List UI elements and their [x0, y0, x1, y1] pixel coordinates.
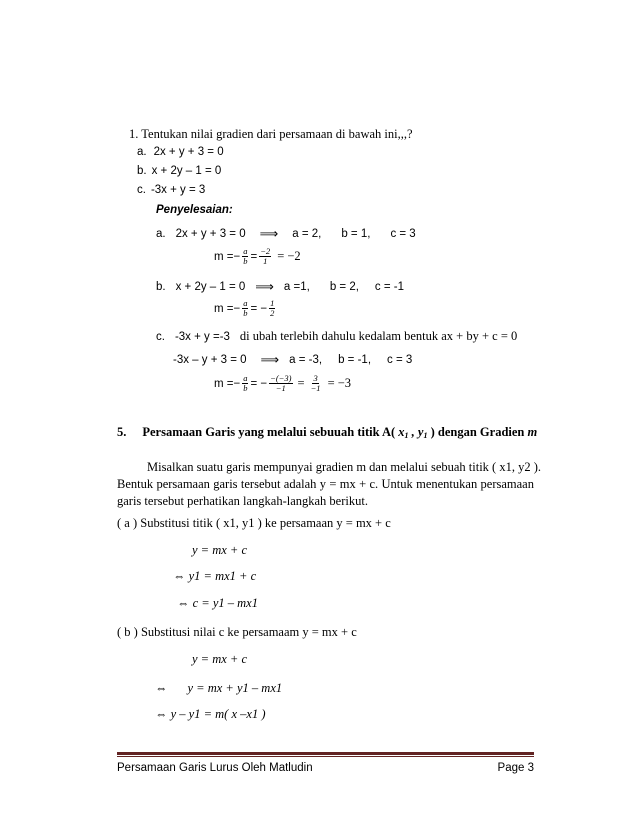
- equals-minus: = −: [250, 377, 268, 390]
- problem-item-c: [137, 184, 205, 196]
- step-a-label: ( a ) Substitusi titik ( x1, y1 ) ke persamaan y = mx + c: [117, 516, 391, 530]
- step-b-line-2: [155, 681, 282, 696]
- coef-c: c = 3: [387, 354, 413, 366]
- solution-equation: -3x + y =-3: [174, 330, 230, 343]
- denominator: b: [243, 308, 248, 318]
- fraction: [259, 247, 271, 266]
- item-equation: x + 2y – 1 = 0: [151, 165, 222, 177]
- denominator: 1: [263, 256, 268, 266]
- result: = −2: [277, 249, 301, 263]
- step-b-line-3: ⇔ y – y1 = m( x –x1 ): [155, 707, 266, 721]
- solution-c-general-form: [173, 352, 412, 368]
- m-prefix: m =−: [214, 377, 241, 390]
- title-point-y: , y: [408, 425, 424, 439]
- title-post: ) dengan Gradien: [427, 425, 528, 439]
- implies-arrow: ⟹: [259, 226, 279, 241]
- equals-minus: = −: [250, 302, 268, 315]
- solution-label: c.: [156, 330, 165, 343]
- section-title: Persamaan Garis yang melalui sebuuah titik A(: [142, 425, 396, 439]
- fraction: [310, 374, 322, 393]
- m-prefix: m =−: [214, 302, 241, 315]
- coef-c: c = -1: [374, 281, 405, 293]
- coef-c: c = 3: [390, 228, 416, 240]
- implies-arrow: ⟹: [260, 352, 280, 367]
- paragraph-line-3: garis tersebut perhatikan langkah-langkah berikut.: [117, 494, 368, 508]
- coef-b: b = -1,: [338, 354, 372, 366]
- item-equation: 2x + y + 3 = 0: [153, 146, 224, 158]
- coef-b: b = 2,: [329, 281, 359, 293]
- coef-b: b = 1,: [341, 228, 371, 240]
- solution-b-line: [156, 279, 404, 295]
- step-a-line-2: ⇔ y1 = mx1 + c: [173, 569, 257, 583]
- denominator: −1: [275, 383, 286, 393]
- step-b-label: ( b ) Substitusi nilai c ke persamaam y = mx + c: [117, 625, 357, 639]
- result: = −3: [327, 376, 352, 390]
- footer-rule-thick: [117, 752, 534, 755]
- solution-equation: 2x + y + 3 = 0: [175, 228, 246, 240]
- page-number: Page 3: [497, 762, 534, 774]
- coef-a: a = 2,: [292, 228, 322, 240]
- title-point-x: x: [395, 425, 405, 439]
- step-b-line-2-expr: y = mx + y1 – mx1: [187, 681, 283, 695]
- fraction: [269, 374, 292, 393]
- title-sub-1: 1: [404, 431, 409, 440]
- solution-c-line: [156, 329, 517, 344]
- coef-a: a =1,: [283, 281, 310, 293]
- implies-arrow: ⟹: [255, 279, 274, 294]
- solution-label: a.: [156, 228, 166, 240]
- item-label: b.: [137, 165, 147, 177]
- solution-a-line: [156, 226, 416, 242]
- title-m: m: [527, 425, 538, 439]
- numerator: a: [243, 298, 248, 308]
- problem-item-b: [137, 165, 221, 177]
- solution-c-gradient: [214, 374, 351, 393]
- step-a-line-1: y = mx + c: [192, 543, 248, 557]
- denominator: 2: [270, 308, 275, 318]
- equivalence-arrow: ⇔: [155, 681, 168, 695]
- denominator: b: [243, 383, 248, 393]
- item-equation: -3x + y = 3: [150, 184, 206, 196]
- section-number: 5.: [117, 425, 127, 439]
- solution-heading: Penyelesaian:: [156, 204, 233, 216]
- denominator: b: [243, 256, 248, 266]
- paragraph-line-1: Misalkan suatu garis mempunyai gradien m dan melalui sebuah titik ( x1, y2 ).: [147, 460, 542, 474]
- item-label: a.: [137, 146, 147, 158]
- fraction: [242, 247, 248, 266]
- conversion-note: di ubah terlebih dahulu kedalam bentuk ax + by + c = 0: [239, 329, 518, 343]
- numerator: 1: [270, 298, 275, 308]
- coef-a: a = -3,: [289, 354, 323, 366]
- solution-label: b.: [156, 281, 166, 293]
- fraction: [269, 299, 275, 318]
- problem-intro: 1. Tentukan nilai gradien dari persamaan di bawah ini,,,?: [129, 127, 413, 141]
- section-heading: [117, 425, 537, 440]
- step-a-line-3: ⇔ c = y1 – mx1: [177, 596, 258, 610]
- step-b-line-1: y = mx + c: [192, 652, 248, 666]
- fraction: [242, 374, 248, 393]
- m-prefix: m =−: [214, 250, 241, 263]
- solution-equation: x + 2y – 1 = 0: [175, 281, 246, 293]
- solution-a-gradient: [214, 247, 301, 266]
- numerator: 3: [313, 373, 318, 383]
- equals: =: [297, 376, 305, 390]
- title-sub-2: 1: [423, 431, 428, 440]
- item-label: c.: [137, 184, 146, 196]
- footer-title: Persamaan Garis Lurus Oleh Matludin: [117, 762, 313, 774]
- denominator: −1: [310, 383, 321, 393]
- numerator: a: [243, 373, 248, 383]
- general-equation: -3x – y + 3 = 0: [173, 354, 247, 366]
- paragraph-line-2: Bentuk persamaan garis tersebut adalah y = mx + c. Untuk menentukan persamaan: [117, 477, 534, 491]
- fraction: [242, 299, 248, 318]
- solution-b-gradient: [214, 299, 277, 318]
- numerator: −2: [260, 246, 271, 256]
- footer-rule-thin: [117, 756, 534, 757]
- problem-item-a: [137, 146, 224, 158]
- equals: =: [250, 250, 258, 263]
- numerator: −(−3): [270, 373, 292, 383]
- numerator: a: [243, 246, 248, 256]
